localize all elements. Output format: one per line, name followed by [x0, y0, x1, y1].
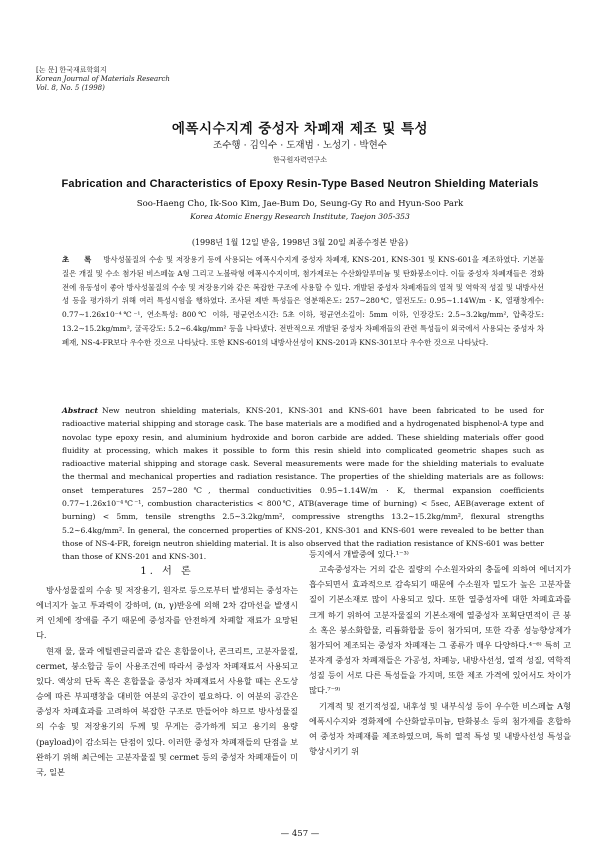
abstract-ko-text: 방사성물질의 수송 및 저장용기 등에 사용되는 에폭시수지계 중성자 차폐재, KNS-201, KNS-301 및 KNS-601을 제조하였다. 기본물질은 개질 및 수소 첨가된 비스페놀 A형 그리고 노볼락형 에폭시수지이며, 첨가제로는 수산화알루미늄 및 탄화붕소이다. 이들 중성자 차폐재들은 경화전에 유동성이 좋아 방사성물질의 수송 및 저장용기와 같은 복잡한 구조에 사용할 수 있다. 개발된 중성자 차폐재들의 열적 및 역학적 성질 및 내방사선성 등을 평가하기 위해 여러 특성시험을 행하였다. 조사된 제반 특성들은 영분해온도: 257∼280℃, 열전도도: 0.95∼1.14W/m · K, 열팽창계수: 0.77∼1.26x10⁻⁴℃⁻¹, 연소특성: 800℃ 이하, 평균연소시간: 5초 이하, 평균연소길이: 5mm 이하, 인장강도: 2.5∼3.2kg/mm², 압축강도: 13.2∼15.2kg/mm², 굴곡강도: 5.2∼6.4kg/mm² 등을 나타냈다. 전반적으로 개발된 중성자 차폐재들의 관련 특성들이 외국에서 사용되는 중성자 차폐재, NS-4-FR보다 우수한 것으로 나타났다. 또한 KNS-601의 내방사선성이 KNS-201과 KNS-301보다 우수한 것으로 나타났다. — [62, 255, 545, 347]
journal-volume: Vol. 8, No. 5 (1998) — [36, 84, 105, 92]
abstract-ko-label: 초 록 — [62, 255, 98, 264]
authors-en: Soo-Haeng Cho, Ik-Soo Kim, Jae-Bum Do, Seung-Gy Ro and Hyun-Soo Park — [136, 199, 464, 209]
body-paragraph: 고속중성자는 거의 같은 질량의 수소원자와의 충돌에 의하여 에너지가 흡수되면서 효과적으로 감속되기 때문에 수소원자 밀도가 높은 고분자물질이 기본소재로 많이 사용되고 있다. 또한 열중성자에 대한 차폐효과를 크게 하기 위하여 고분자물질의 기본소재에 열중성자 포획단면적이 큰 붕소 혹은 붕소화합물, 리튬화합물 등이 첨가되며, 또한 각종 성능향상제가 첨가되어 제조되는 중성자 차폐재는 그 종류가 매우 다양하다.⁴⁻⁶⁾ 특히 고분자계 중성자 차폐재들은 가공성, 차폐능, 내방사선성, 열적 성질, 역학적 성질 등이 서로 다른 특성들을 가지며, 또한 제조 가격에 있어서도 차이가 많다.⁷⁻⁹⁾ — [309, 564, 571, 696]
received-dates: (1998년 1월 12일 받음, 1998년 3월 20일 최종수정본 받음) — [191, 238, 409, 247]
abstract-ko — [62, 253, 544, 350]
journal-name-en: Korean Journal of Materials Research — [36, 75, 170, 83]
body-left-column — [36, 583, 298, 780]
body-right-column — [309, 547, 571, 759]
journal-name-ko: [논 문] 한국재료학회지 — [36, 66, 107, 74]
abstract-en-text: New neutron shielding materials, KNS-201, KNS-301 and KNS-601 have been fabricated to be used for radioactive material shipping and storage cask. The base materials are a modified and a hydrogenated bisphenol-A type and novolac type epoxy resin, and aluminium hydroxide and boron carbide are added. These shielding materials offer good fluidity at processing, which makes it possible to form this resin shield into complicated geometric shapes such as radioactive material shipping and storage cask. Several measurements were made for the shielding materials to evaluate the thermal and mechanical properties and radiation resistance. The properties of the shielding materials are as follows: onset temperatures 257∼280℃, thermal conductivities 0.95∼1.14W/m · K, thermal expansion coefficients 0.77∼1.26x10⁻⁴℃⁻¹, combustion characteristics < 800℃, ATB(average time of burning) < 5sec, AEB(average extent of burning) < 5mm, tensile strengths 2.5∼3.2kg/mm², compressive strengths 13.2∼15.2kg/mm², flexural strengths 5.2∼6.4kg/mm². In general, the concerned properties of KNS-201, KNS-301 and KNS-601 were revealed to be better than those of NS-4-FR, foreign neutron shielding material. It is also observed that the radiation resistance of KNS-601 was better than those of KNS-201 and KNS-301. — [62, 406, 544, 562]
affiliation-en: Korea Atomic Energy Research Institute, Taejon 305-353 — [190, 212, 410, 221]
affiliation-ko: 한국원자력연구소 — [272, 156, 328, 164]
body-paragraph: 기계적 및 전기적성질, 내후성 및 내부식성 등이 우수한 비스페놀 A형 에폭시수지와 경화제에 수산화알루미늄, 탄화붕소 등의 첨가제를 혼합하여 중성자 차폐재를 제조하였으며, 특히 열적 특성 및 내방사선성 특성을 향상시키기 위 — [309, 700, 571, 757]
abstract-en — [62, 404, 544, 564]
paper-title-ko: 에폭시수지계 중성자 차폐재 제조 및 특성 — [171, 121, 429, 137]
body-paragraph: 등지에서 개발중에 있다.¹⁻³⁾ — [309, 549, 409, 559]
paper-title-en: Fabrication and Characteristics of Epoxy Resin-Type Based Neutron Shielding Materials — [61, 178, 539, 190]
abstract-en-label: Abstract — [62, 406, 99, 415]
body-paragraph: 방사성물질의 수송 및 저장용기, 원자로 등으로부터 발생되는 중성자는 에너지가 높고 투과력이 강하며, (n, γ)반응에 의해 2차 감마선을 발생시켜 인체에 장애를 주기 때문에 중성자를 안전하게 차폐할 재료가 요망된다. — [36, 585, 298, 641]
page-number: — 457 — — [280, 829, 320, 839]
journal-header — [36, 66, 170, 93]
section-heading: 1. 서 론 — [140, 566, 194, 577]
authors-ko: 조수행 · 김익수 · 도재범 · 노성기 · 박현수 — [213, 140, 387, 151]
body-paragraph: 현재 물, 물과 에틸렌글리콜과 같은 혼합물이나, 콘크리트, 고분자물질, cermet, 붕소합금 등이 사용조건에 따라서 중성자 차폐재료서 사용되고 있다. 액상의 단독 혹은 혼합물을 중성자 차폐재료서 사용할 때는 온도상승에 따른 부피팽창을 대비한 여분의 공간이 필요하다. 이 여분의 공간은 중성자 차폐효과를 고려하여 복잡한 구조로 만들어야 하므로 방사성물질의 수송 및 저장용기의 두께 및 무게는 증가하게 되고 용기의 용량(payload)이 감소되는 단점이 있다. 이러한 중성자 차폐재들의 단점을 보완하기 위해 최근에는 고분자물질 및 cermet 등의 중성자 차폐재들이 미국, 일본 — [36, 645, 298, 777]
